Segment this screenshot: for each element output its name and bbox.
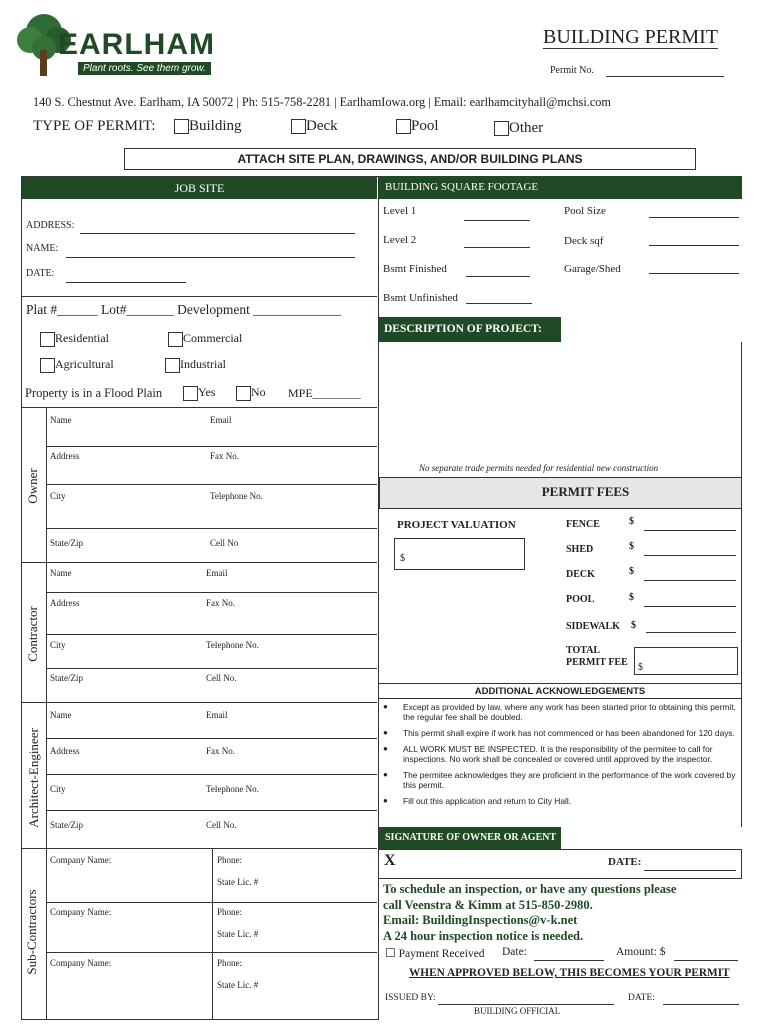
- payment-amount-label: Amount: $: [616, 946, 666, 958]
- signature-date-label: DATE:: [608, 856, 642, 868]
- total-label-2: PERMIT FEE: [566, 657, 628, 668]
- fee-pool-label: POOL: [566, 594, 595, 605]
- approval-notice: WHEN APPROVED BELOW, THIS BECOMES YOUR PERMIT: [409, 967, 730, 979]
- sqft-garage-shed-field[interactable]: [649, 273, 739, 274]
- section-divider: [22, 562, 377, 563]
- contractor-email[interactable]: Email: [206, 568, 228, 578]
- architect-fax[interactable]: Fax No.: [206, 746, 235, 756]
- permit-no-field[interactable]: [606, 76, 724, 77]
- sqft-bsmt-finished: Bsmt Finished: [383, 263, 447, 275]
- zoning-commercial[interactable]: Commercial: [168, 331, 242, 347]
- sub1-phone[interactable]: Phone:: [217, 855, 243, 865]
- project-valuation-label: PROJECT VALUATION: [397, 519, 516, 531]
- sqft-pool-size-field[interactable]: [649, 217, 739, 218]
- total-dollar: $: [638, 662, 643, 673]
- page-title: BUILDING PERMIT: [543, 26, 718, 48]
- zoning-industrial[interactable]: Industrial: [165, 357, 226, 373]
- fee-shed-dollar: $: [629, 541, 634, 552]
- checkbox[interactable]: ☐: [385, 946, 396, 960]
- checkbox[interactable]: [40, 332, 55, 347]
- flood-yes[interactable]: Yes: [183, 385, 215, 401]
- row-divider: [46, 668, 377, 669]
- permit-type-building[interactable]: Building: [174, 118, 242, 135]
- row-divider: [46, 774, 377, 775]
- owner-fax[interactable]: Fax No.: [210, 451, 239, 461]
- architect-name[interactable]: Name: [50, 710, 72, 720]
- owner-telephone[interactable]: Telephone No.: [210, 491, 263, 501]
- owner-statezip[interactable]: State/Zip: [50, 538, 83, 548]
- contractor-city[interactable]: City: [50, 640, 66, 650]
- fee-fence-label: FENCE: [566, 519, 600, 530]
- sqft-level2-field[interactable]: [464, 247, 530, 248]
- architect-email[interactable]: Email: [206, 710, 228, 720]
- contractor-telephone[interactable]: Telephone No.: [206, 640, 259, 650]
- fee-deck-label: DECK: [566, 569, 595, 580]
- signature-header: SIGNATURE OF OWNER OR AGENT: [379, 827, 561, 849]
- sub2-company[interactable]: Company Name:: [50, 907, 112, 917]
- ack-item: ● This permit shall expire if work has not commenced or has been abandoned for 120 days.: [379, 728, 737, 738]
- checkbox[interactable]: [40, 358, 55, 373]
- building-official-label: BUILDING OFFICIAL: [474, 1006, 561, 1016]
- sub2-phone[interactable]: Phone:: [217, 907, 243, 917]
- fee-pool-field[interactable]: [644, 606, 736, 607]
- row-divider: [46, 810, 377, 811]
- description-textarea[interactable]: [379, 342, 742, 477]
- fee-sidewalk-label: SIDEWALK: [566, 621, 620, 632]
- sqft-level2: Level 2: [383, 234, 417, 246]
- sqft-deck: Deck sqf: [564, 235, 604, 247]
- sub3-company[interactable]: Company Name:: [50, 958, 112, 968]
- sub-contractors-label: Sub-Contractors: [24, 889, 39, 975]
- valuation-dollar: $: [400, 553, 405, 564]
- zoning-agricultural[interactable]: Agricultural: [40, 357, 114, 373]
- owner-email[interactable]: Email: [210, 415, 232, 425]
- flood-no[interactable]: No: [236, 385, 266, 401]
- contractor-fax[interactable]: Fax No.: [206, 598, 235, 608]
- fee-pool-dollar: $: [629, 592, 634, 603]
- owner-address[interactable]: Address: [50, 451, 80, 461]
- acknowledgements-header: ADDITIONAL ACKNOWLEDGEMENTS: [379, 683, 742, 699]
- fee-shed-field[interactable]: [644, 555, 736, 556]
- owner-label: Owner: [25, 468, 40, 504]
- schedule-line-3: Email: BuildingInspections@v-k.net: [383, 913, 578, 927]
- mpe-field[interactable]: MPE________: [288, 386, 361, 400]
- checkbox[interactable]: [174, 119, 189, 134]
- party-label-column: [46, 407, 47, 1019]
- job-site-header: JOB SITE: [22, 177, 377, 199]
- schedule-line-2: call Veenstra & Kimm at 515-850-2980.: [383, 897, 593, 912]
- address-label: ADDRESS:: [26, 220, 75, 231]
- schedule-block: [383, 882, 676, 944]
- fee-fence-field[interactable]: [644, 530, 736, 531]
- permit-fees-header: PERMIT FEES: [379, 477, 742, 509]
- total-fee-field[interactable]: [634, 647, 738, 675]
- project-valuation-field[interactable]: [394, 538, 525, 570]
- ack-item: ● The permitee acknowledges they are proficient in the performance of the work covered by this permit.: [379, 770, 737, 790]
- name-label: NAME:: [26, 243, 59, 254]
- payment-date-label: Date:: [502, 946, 527, 958]
- checkbox[interactable]: [494, 121, 509, 136]
- checkbox[interactable]: [291, 119, 306, 134]
- permit-type-other[interactable]: Other: [494, 120, 543, 137]
- payment-amount-field[interactable]: [674, 960, 738, 961]
- owner-cell[interactable]: Cell No: [210, 538, 239, 548]
- contractor-cell[interactable]: Cell No.: [206, 673, 237, 683]
- sqft-deck-field[interactable]: [649, 245, 739, 246]
- owner-name[interactable]: Name: [50, 415, 72, 425]
- total-label-1: TOTAL: [566, 645, 601, 656]
- approval-date-field[interactable]: [663, 1004, 739, 1005]
- row-divider: [46, 738, 377, 739]
- ack-item: ● ALL WORK MUST BE INSPECTED. It is the responsibility of the permitee to call for inspections. No work shall be concealed or covered until approved by the inspector.: [379, 744, 737, 764]
- row-divider: [46, 902, 377, 903]
- sub1-company[interactable]: Company Name:: [50, 855, 112, 865]
- contractor-address[interactable]: Address: [50, 598, 80, 608]
- sqft-bsmt-unfinished-field[interactable]: [466, 303, 532, 304]
- permit-type-pool[interactable]: Pool: [396, 118, 439, 135]
- sqft-level1-field[interactable]: [464, 220, 530, 221]
- sub3-lic[interactable]: State Lic. #: [217, 980, 259, 990]
- contractor-label: Contractor: [25, 606, 40, 662]
- contractor-statezip[interactable]: State/Zip: [50, 673, 83, 683]
- architect-address[interactable]: Address: [50, 746, 80, 756]
- schedule-line-4: A 24 hour inspection notice is needed.: [383, 928, 584, 943]
- contact-line: 140 S. Chestnut Ave. Earlham, IA 50072 | Ph: 515-758-2281 | EarlhamIowa.org | Email: earlhamcityhall@mchsi.com: [33, 95, 612, 109]
- sqft-bsmt-finished-field[interactable]: [466, 276, 530, 277]
- ack-item: ● Except as provided by law, where any work has been started prior to obtaining this permit, the regular fee shall be doubled.: [379, 702, 737, 722]
- sub1-lic[interactable]: State Lic. #: [217, 877, 259, 887]
- fee-sidewalk-dollar: $: [631, 620, 636, 631]
- architect-engineer-label: Architect-Engineer: [26, 728, 41, 828]
- issued-by-label: ISSUED BY:: [385, 993, 436, 1003]
- plat-lot-development[interactable]: Plat #______ Lot#_______ Development _____________: [26, 302, 341, 317]
- sub2-lic[interactable]: State Lic. #: [217, 929, 259, 939]
- permit-type-label: TYPE OF PERMIT:: [33, 118, 156, 134]
- architect-cell[interactable]: Cell No.: [206, 820, 237, 830]
- name-field[interactable]: [66, 257, 355, 258]
- date-label: DATE:: [26, 268, 55, 279]
- description-header: DESCRIPTION OF PROJECT:: [379, 317, 561, 342]
- fee-shed-label: SHED: [566, 544, 594, 555]
- sub3-phone[interactable]: Phone:: [217, 958, 243, 968]
- ack-item: ● Fill out this application and return to City Hall.: [379, 796, 737, 806]
- approval-date-label: DATE:: [628, 993, 655, 1003]
- row-divider: [46, 484, 377, 485]
- signature-date-field[interactable]: [644, 870, 736, 871]
- permit-type-deck[interactable]: Deck: [291, 118, 338, 135]
- architect-city[interactable]: City: [50, 784, 66, 794]
- permit-no-label: Permit No.: [550, 65, 594, 76]
- checkbox[interactable]: [236, 386, 251, 401]
- row-divider: [46, 634, 377, 635]
- date-field[interactable]: [66, 282, 186, 283]
- schedule-line-1: To schedule an inspection, or have any questions please: [383, 882, 677, 896]
- acknowledgements-list-wrap: [379, 699, 742, 827]
- checkbox[interactable]: [396, 119, 411, 134]
- parties-divider: [22, 407, 377, 408]
- architect-telephone[interactable]: Telephone No.: [206, 784, 259, 794]
- checkbox[interactable]: [165, 358, 180, 373]
- owner-city[interactable]: City: [50, 491, 66, 501]
- row-divider: [46, 528, 377, 529]
- signature-x: X: [384, 852, 396, 869]
- payment-received[interactable]: ☐ Payment Received: [385, 946, 485, 960]
- contractor-name[interactable]: Name: [50, 568, 72, 578]
- address-field[interactable]: [80, 233, 355, 234]
- signature-box[interactable]: [379, 849, 742, 879]
- logo-tagline: Plant roots. See them grow.: [78, 62, 211, 75]
- sqft-bsmt-unfinished: Bsmt Unfinished: [383, 292, 458, 304]
- section-divider: [22, 848, 377, 849]
- fee-deck-field[interactable]: [644, 580, 736, 581]
- checkbox[interactable]: [183, 386, 198, 401]
- fee-sidewalk-field[interactable]: [646, 632, 736, 633]
- flood-plain-label: Property is in a Flood Plain: [25, 386, 163, 400]
- row-divider: [46, 952, 377, 953]
- zoning-residential[interactable]: Residential: [40, 331, 109, 347]
- architect-statezip[interactable]: State/Zip: [50, 820, 83, 830]
- square-footage-header: BUILDING SQUARE FOOTAGE: [379, 176, 742, 199]
- fee-deck-dollar: $: [629, 566, 634, 577]
- row-divider: [46, 592, 377, 593]
- description-note: No separate trade permits needed for residential new construction: [419, 463, 659, 473]
- sub-col-divider: [212, 848, 213, 1019]
- checkbox[interactable]: [168, 332, 183, 347]
- section-divider: [22, 702, 377, 703]
- earlham-logo: [14, 10, 229, 82]
- acknowledgements-list: [379, 702, 737, 806]
- logo-word: EARLHAM: [58, 28, 215, 61]
- fee-fence-dollar: $: [629, 516, 634, 527]
- payment-date-field[interactable]: [534, 960, 604, 961]
- sqft-garage-shed: Garage/Shed: [564, 263, 621, 275]
- attach-notice: ATTACH SITE PLAN, DRAWINGS, AND/OR BUILDING PLANS: [124, 148, 696, 170]
- sqft-pool-size: Pool Size: [564, 205, 606, 217]
- sqft-level1: Level 1: [383, 205, 417, 217]
- issued-by-field[interactable]: [438, 1004, 614, 1005]
- divider: [22, 296, 377, 297]
- row-divider: [46, 446, 377, 447]
